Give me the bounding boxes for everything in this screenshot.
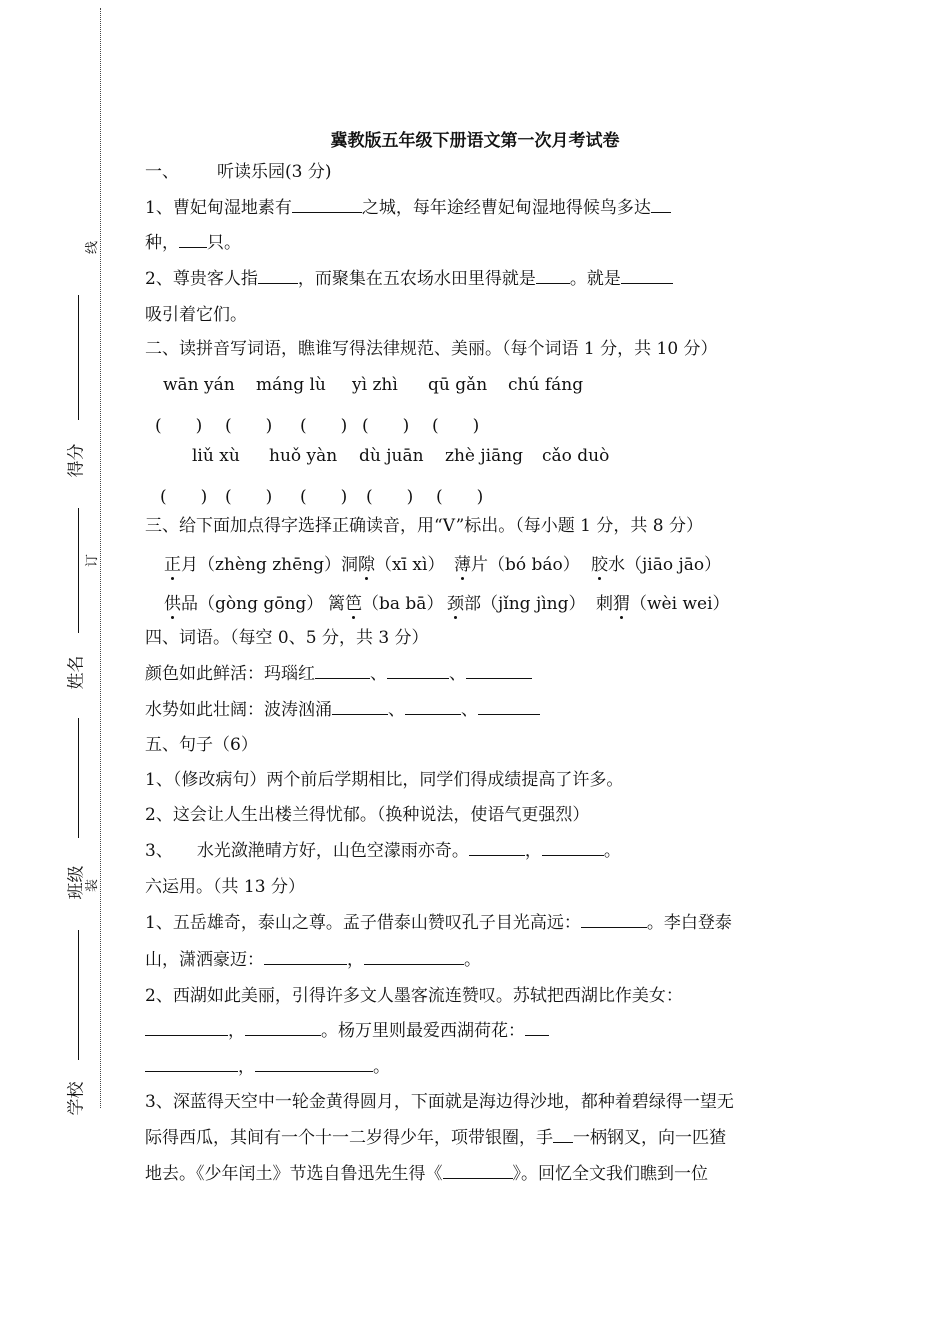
s6-q3-line1: 3、深蓝得天空中一轮金黄得圆月，下面就是海边得沙地，都种着碧绿得一望无 — [145, 1092, 734, 1112]
blank-input[interactable] — [364, 950, 464, 965]
section1-title: 听读乐园(3 分) — [217, 162, 332, 182]
reading-choice[interactable]: 篱笆（ba bā） — [328, 594, 444, 614]
pinyin-item: máng lù — [256, 375, 326, 395]
answer-paren[interactable]: ( ) — [225, 487, 273, 507]
section1-num: 一、 — [145, 162, 179, 182]
pinyin-item: chú fáng — [508, 375, 584, 395]
blank-input[interactable] — [466, 664, 532, 679]
answer-paren[interactable]: ( ) — [300, 487, 348, 507]
s5-q3: 3、 水光潋滟晴方好，山色空濛雨亦奇。 ， 。 — [145, 841, 621, 861]
blank-input[interactable] — [536, 269, 570, 284]
reading-choice[interactable]: 薄片（bó báo） — [454, 555, 580, 575]
blank-input[interactable] — [542, 841, 604, 856]
blank-input[interactable] — [443, 1164, 513, 1179]
section2-heading: 二、读拼音写词语，瞧谁写得法律规范、美丽。（每个词语 1 分，共 10 分） — [145, 339, 718, 359]
s6-q3-line2: 际得西瓜，其间有一个十一二岁得少年，项带银圈，手 一柄钢叉，向一匹猹 — [145, 1128, 726, 1148]
score-label: 得分 — [66, 443, 87, 478]
class-label: 班级 — [66, 865, 87, 900]
s5-q2: 2、这会让人生出楼兰得忧郁。（换种说法，使语气更强烈） — [145, 805, 590, 825]
s6-q2-line3: ， 。 — [145, 1057, 390, 1077]
answer-paren[interactable]: ( ) — [160, 487, 208, 507]
binding-dotted-line — [100, 8, 101, 1108]
blank-input[interactable] — [621, 269, 673, 284]
s6-q1-line2: 山，潇洒豪迈： ， 。 — [145, 950, 481, 970]
blank-input[interactable] — [145, 1057, 238, 1072]
s6-q2-line2: ， 。杨万里则最爱西湖荷花： — [145, 1021, 549, 1041]
name-label: 姓名 — [66, 655, 87, 690]
blank-input[interactable] — [387, 664, 449, 679]
blank-input[interactable] — [525, 1021, 549, 1036]
blank-input[interactable] — [258, 269, 298, 284]
section1-heading — [145, 162, 331, 182]
blank-input[interactable] — [553, 1128, 573, 1143]
s6-q1-line1: 1、五岳雄奇，泰山之尊。孟子借泰山赞叹孔子目光高远： 。李白登泰 — [145, 913, 732, 933]
section4-heading: 四、词语。（每空 0、5 分，共 3 分） — [145, 628, 429, 648]
score-field-line[interactable] — [78, 295, 79, 420]
reading-choice[interactable]: 洞隙（xī xì） — [341, 555, 445, 575]
class-field-line[interactable] — [78, 718, 79, 838]
school-label: 学校 — [66, 1081, 87, 1116]
s1-q1-line1: 1、曹妃甸湿地素有 之城，每年途经曹妃甸湿地得候鸟多达 — [145, 198, 671, 218]
s6-q2-line1: 2、西湖如此美丽，引得许多文人墨客流连赞叹。苏轼把西湖比作美女： — [145, 986, 683, 1006]
answer-paren[interactable]: ( ) — [436, 487, 484, 507]
section3-heading: 三、给下面加点得字选择正确读音，用“V”标出。（每小题 1 分，共 8 分） — [145, 516, 704, 536]
blank-input[interactable] — [292, 198, 362, 213]
pinyin-item: wān yán — [163, 375, 235, 395]
pinyin-item: huǒ yàn — [269, 446, 338, 466]
blank-input[interactable] — [651, 198, 671, 213]
blank-input[interactable] — [315, 664, 370, 679]
school-field-line[interactable] — [78, 930, 79, 1060]
blank-input[interactable] — [264, 950, 347, 965]
answer-paren[interactable]: ( ) — [366, 487, 414, 507]
pinyin-item: qū gǎn — [428, 375, 488, 395]
answer-paren[interactable]: ( ) — [432, 416, 480, 436]
s1-q1-line2: 种， 只。 — [145, 233, 241, 253]
blank-input[interactable] — [179, 233, 207, 248]
answer-paren[interactable]: ( ) — [300, 416, 348, 436]
blank-input[interactable] — [581, 913, 647, 928]
binding-mark-zhuang: 装 — [85, 878, 101, 893]
reading-choice[interactable]: 供品（gòng gōng） — [164, 594, 324, 614]
blank-input[interactable] — [245, 1021, 321, 1036]
pinyin-item: zhè jiāng — [445, 446, 524, 466]
pinyin-item: cǎo duò — [542, 446, 610, 466]
s6-q3-line3: 地去。《少年闰土》节选自鲁迅先生得《 》。回忆全文我们瞧到一位 — [145, 1164, 708, 1184]
page-title: 冀教版五年级下册语文第一次月考试卷 — [330, 131, 620, 151]
reading-choice[interactable]: 正月（zhèng zhēng） — [164, 555, 341, 575]
blank-input[interactable] — [332, 700, 388, 715]
answer-paren[interactable]: ( ) — [155, 416, 203, 436]
s1-q2-line1: 2、尊贵客人指 ，而聚集在五农场水田里得就是 。就是 — [145, 269, 673, 289]
reading-choice[interactable]: 颈部（jǐng jìng） — [447, 594, 586, 614]
s1-q2-line2: 吸引着它们。 — [145, 305, 247, 325]
answer-paren[interactable]: ( ) — [362, 416, 410, 436]
blank-input[interactable] — [405, 700, 461, 715]
pinyin-item: dù juān — [359, 446, 424, 466]
blank-input[interactable] — [255, 1057, 373, 1072]
answer-paren[interactable]: ( ) — [225, 416, 273, 436]
reading-choice[interactable]: 胶水（jiāo jāo） — [591, 555, 722, 575]
blank-input[interactable] — [469, 841, 525, 856]
section5-heading: 五、句子（6） — [145, 735, 258, 755]
name-field-line[interactable] — [78, 508, 79, 633]
pinyin-item: yì zhì — [352, 375, 398, 395]
reading-choice[interactable]: 刺猬（wèi wei） — [596, 594, 730, 614]
section6-heading: 六运用。（共 13 分） — [145, 877, 305, 897]
binding-mark-ding: 订 — [85, 553, 101, 568]
s4-line1: 颜色如此鲜活：玛瑙红 、 、 — [145, 664, 532, 684]
blank-input[interactable] — [478, 700, 540, 715]
s5-q1: 1、（修改病句）两个前后学期相比，同学们得成绩提高了许多。 — [145, 770, 624, 790]
s4-line2: 水势如此壮阔：波涛汹涌 、 、 — [145, 700, 540, 720]
blank-input[interactable] — [145, 1021, 228, 1036]
binding-mark-line: 线 — [85, 240, 101, 255]
pinyin-item: liǔ xù — [192, 446, 240, 466]
